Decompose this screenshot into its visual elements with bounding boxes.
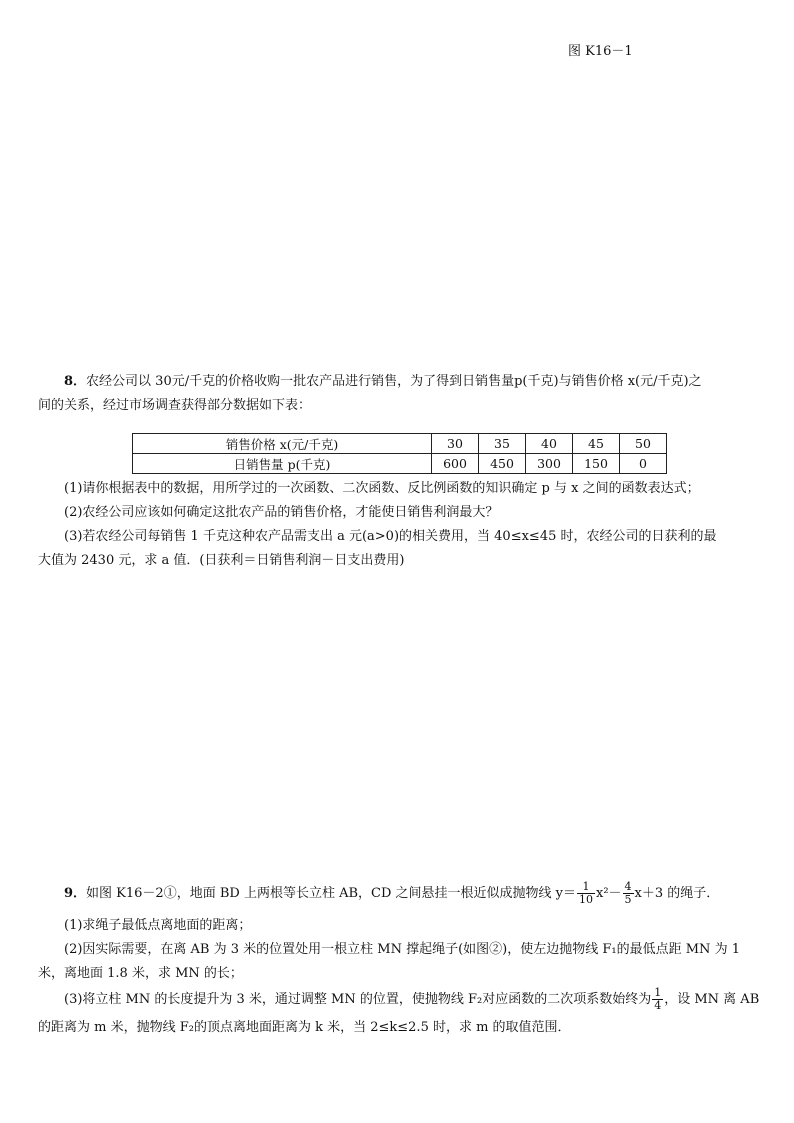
- table-cell: 40: [526, 434, 573, 454]
- q9-part1: (1)求绳子最低点离地面的距离；: [64, 918, 252, 933]
- q9-intro-after: x＋3 的绳子．: [634, 886, 720, 901]
- q9-intro-before: 如图 K16－2①，地面 BD 上两根等长立柱 AB，CD 之间悬挂一根近似成抛物线 y＝: [86, 886, 576, 901]
- q8-data-table: [132, 433, 667, 474]
- table-cell: 150: [573, 454, 620, 474]
- table-header-sales: 日销售量 p(千克): [133, 454, 432, 474]
- q8-intro-line2: 间的关系，经过市场调查获得部分数据如下表：: [38, 398, 312, 413]
- table-header-price: 销售价格 x(元/千克): [133, 434, 432, 454]
- q8-part1: (1)请你根据表中的数据，用所学过的一次函数、二次函数、反比例函数的知识确定 p 与 x 之间的函数表达式；: [64, 481, 700, 496]
- q9-part3-line2: 的距离为 m 米，抛物线 F₂的顶点离地面距离为 k 米，当 2≤k≤2.5 时，求 m 的取值范围．: [38, 1020, 571, 1035]
- q8-part2: (2)农经公司应该如何确定这批农产品的销售价格，才能使日销售利润最大？: [64, 505, 499, 520]
- table-cell: 30: [432, 434, 479, 454]
- q9-part2-line2: 米，离地面 1.8 米，求 MN 的长；: [38, 966, 243, 981]
- q9-part3-before: (3)将立柱 MN 的长度提升为 3 米，通过调整 MN 的位置，使抛物线 F₂对应函数的二次项系数始终为: [64, 992, 652, 1007]
- table-cell: 300: [526, 454, 573, 474]
- q8-part3-line2: 大值为 2430 元，求 a 值．(日获利＝日销售利润－日支出费用): [38, 553, 405, 568]
- x-squared-term: x²－: [596, 886, 622, 901]
- table-cell: 600: [432, 454, 479, 474]
- table-cell: 45: [573, 434, 620, 454]
- table-cell: 50: [620, 434, 667, 454]
- q8-parts: [38, 477, 758, 573]
- table-row-sales: [133, 454, 667, 474]
- q8-number: 8．: [64, 374, 87, 389]
- table-cell: 0: [620, 454, 667, 474]
- table-row-price: [133, 434, 667, 454]
- fraction-one-quarter: $\frac{1}{4}$: [654, 986, 662, 1012]
- q9-part3-after: ，设 MN 离 AB: [664, 992, 760, 1007]
- q9-parts-b: [38, 986, 758, 1042]
- q8-part3-line1: (3)若农经公司每销售 1 千克这种农产品需支出 a 元(a>0)的相关费用，当 40≤x≤45 时，农经公司的日获利的最: [64, 529, 717, 544]
- fraction-one-tenth: $\frac{1}{10}$: [579, 880, 593, 906]
- q9-part2-line1: (2)因实际需要，在离 AB 为 3 米的位置处用一根立柱 MN 撑起绳子(如图②)，使左边抛物线 F₁的最低点距 MN 为 1: [64, 942, 740, 957]
- q8-intro-line1: 农经公司以 30元/千克的价格收购一批农产品进行销售，为了得到日销售量p(千克)与销售价格 x(元/千克)之: [86, 374, 702, 389]
- table-cell: 35: [479, 434, 526, 454]
- q9-number: 9．: [64, 886, 87, 901]
- fraction-four-fifths: $\frac{4}{5}$: [624, 880, 632, 906]
- q9-parts-a: [38, 914, 758, 986]
- figure-caption: 图 K16－1: [568, 44, 633, 59]
- q8-intro: [38, 370, 758, 418]
- q9-intro: [38, 880, 758, 908]
- table-cell: 450: [479, 454, 526, 474]
